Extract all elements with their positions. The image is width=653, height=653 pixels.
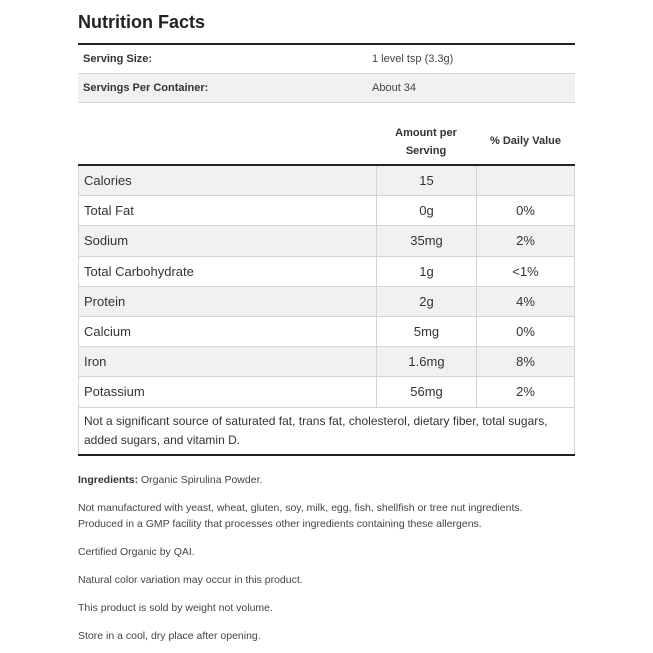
nutrient-daily-value: 8%: [476, 347, 575, 376]
nutrition-table: [78, 164, 575, 456]
table-row: [78, 226, 575, 256]
nutrient-daily-value: 4%: [476, 287, 575, 316]
nutrient-amount: 56mg: [376, 377, 476, 406]
nutrient-amount: 15: [376, 166, 476, 195]
serving-size-value: 1 level tsp (3.3g): [372, 53, 454, 65]
nutrient-amount: 35mg: [376, 226, 476, 255]
nutrient-daily-value: 2%: [476, 226, 575, 255]
nutrient-daily-value: [476, 166, 575, 195]
table-row: [78, 317, 575, 347]
serving-size-row: [78, 45, 575, 74]
amount-per-serving-header: [376, 122, 476, 164]
allergen-line-2: Produced in a GMP facility that processes other ingredients containing these allergens.: [78, 518, 482, 530]
serving-size-label: Serving Size:: [83, 53, 153, 65]
page-title: Nutrition Facts: [78, 12, 206, 32]
ingredients-line: [78, 472, 598, 488]
table-row: [78, 347, 575, 377]
nutrient-name: Calories: [78, 166, 376, 195]
servings-per-container-label: Servings Per Container:: [83, 82, 209, 94]
table-row: [78, 257, 575, 287]
ingredients-label: Ingredients:: [78, 474, 139, 486]
nutrient-daily-value: 2%: [476, 377, 575, 406]
nutrition-table-header: [78, 122, 575, 164]
nutrient-name: Potassium: [78, 377, 376, 406]
table-row: [78, 377, 575, 407]
certified-organic-note: Certified Organic by QAI.: [78, 546, 195, 558]
nutrient-name: Sodium: [78, 226, 376, 255]
daily-value-header: % Daily Value: [490, 135, 561, 147]
weight-note: This product is sold by weight not volume.: [78, 602, 273, 614]
nutrient-daily-value: 0%: [476, 196, 575, 225]
ingredients-value: Organic Spirulina Powder.: [138, 474, 263, 486]
table-row: [78, 287, 575, 317]
amount-header-line2: Serving: [405, 145, 447, 157]
nutrient-amount: 0g: [376, 196, 476, 225]
nutrient-name: Calcium: [78, 317, 376, 346]
nutrient-name: Iron: [78, 347, 376, 376]
header-spacer: [78, 122, 376, 164]
allergen-line-1: Not manufactured with yeast, wheat, gluten, soy, milk, egg, fish, shellfish or tree nut ingredients.: [78, 502, 523, 514]
nutrient-name: Total Fat: [78, 196, 376, 225]
product-notes: [78, 472, 598, 644]
nutrient-amount: 1.6mg: [376, 347, 476, 376]
color-variation-note: Natural color variation may occur in this product.: [78, 574, 303, 586]
nutrient-name: Protein: [78, 287, 376, 316]
nutrient-daily-value: <1%: [476, 257, 575, 286]
nutrient-amount: 2g: [376, 287, 476, 316]
nutrient-amount: 1g: [376, 257, 476, 286]
servings-per-container-value: About 34: [372, 82, 417, 94]
servings-per-container-row: [78, 74, 575, 103]
footnote: Not a significant source of saturated fat, trans fat, cholesterol, dietary fiber, total sugars, added sugars, and vitamin D.: [78, 408, 575, 454]
nutrient-name: Total Carbohydrate: [78, 257, 376, 286]
serving-info-table: [78, 43, 575, 103]
nutrient-amount: 5mg: [376, 317, 476, 346]
nutrient-daily-value: 0%: [476, 317, 575, 346]
allergen-statement: [78, 500, 598, 532]
table-row: [78, 166, 575, 196]
amount-header-line1: Amount per: [395, 127, 457, 139]
storage-note: Store in a cool, dry place after opening.: [78, 630, 261, 642]
table-row: [78, 196, 575, 226]
